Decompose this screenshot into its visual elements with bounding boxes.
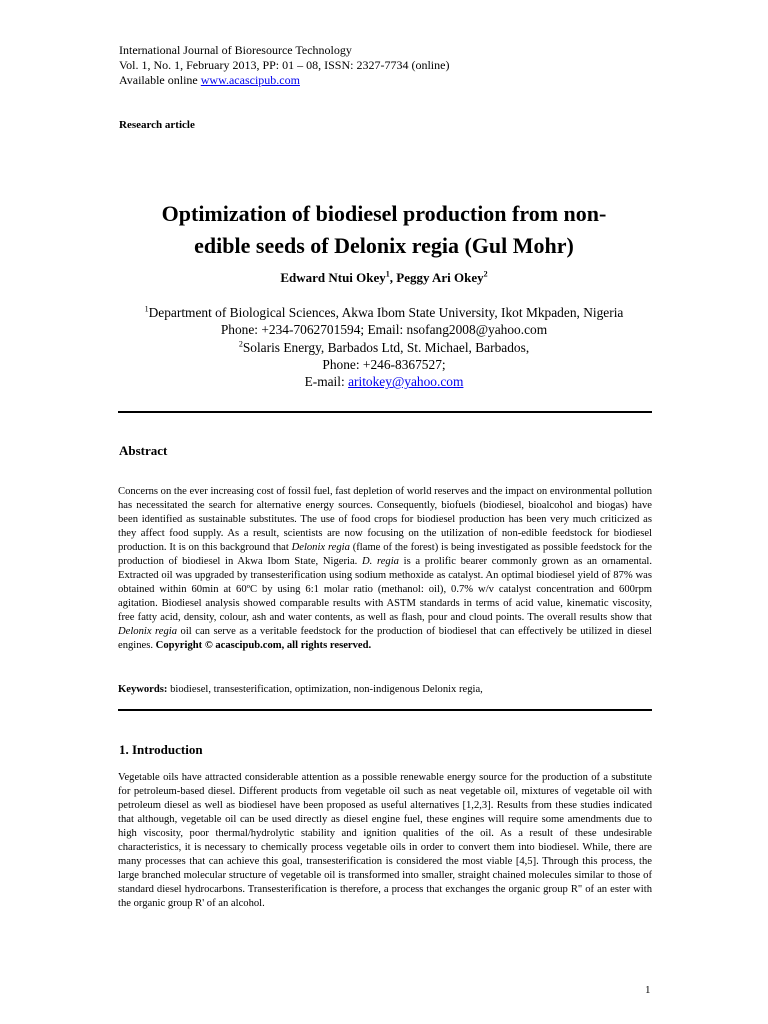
divider [118, 709, 652, 711]
affil-mark: 1 [144, 304, 149, 314]
journal-header [119, 43, 449, 88]
abstract-segment: (flame of the forest) is being investigated as possible feedstock for the production of biodiesel in Akwa Ibom State, Nigeria. [118, 542, 652, 567]
affiliation-email [0, 373, 768, 390]
journal-name: International Journal of Bioresource Technology [119, 43, 352, 57]
abstract-text [118, 485, 652, 653]
paper-title [100, 198, 668, 262]
affil-text: Solaris Energy, Barbados Ltd, St. Michael, Barbados, [242, 339, 530, 355]
author-affil-mark: 2 [483, 269, 488, 279]
affiliations [0, 304, 768, 390]
journal-issue: Vol. 1, No. 1, February 2013, PP: 01 – 08, ISSN: 2327-7734 (online) [119, 58, 450, 72]
copyright-notice: Copyright © acascipub.com, all rights reserved. [155, 640, 372, 651]
author-affil-mark: 1 [385, 269, 390, 279]
author-name: Edward Ntui Okey [280, 270, 386, 285]
species-name: Delonix regia [118, 626, 178, 637]
keywords-text: biodiesel, transesterification, optimization, non-indigenous Delonix regia, [167, 684, 483, 695]
section-heading: 1. Introduction [119, 742, 203, 757]
author-separator: , [389, 270, 397, 285]
affiliation-phone: Phone: +246-8367527; [322, 356, 446, 372]
abstract-heading: Abstract [119, 443, 168, 458]
keywords [118, 684, 483, 695]
abstract-segment: is a prolific bearer commonly grown as an ornamental. Extracted oil was upgraded by transesterification using sodium methoxide as catalyst. An optimal biodiesel yield of 87% was obtained within 60min at 60ºC by using 6:1 molar ratio (methanol: oil), 0.7% w/v catalyst concentration and 600rpm agitation. Biodiesel analysis showed comparable results with ASTM standards in terms of acid value, kinematic viscosity, free fatty acid, density, colour, ash and water contents, as well as flash, pour and cloud points. The overall results show that [118, 556, 653, 623]
title-line-2: edible seeds of Delonix regia (Gul Mohr) [194, 233, 574, 258]
affiliation-line [0, 339, 768, 356]
author-name: Peggy Ari Okey [396, 270, 484, 285]
keywords-label: Keywords: [118, 684, 168, 695]
affiliation-line [0, 304, 768, 321]
divider [118, 411, 652, 413]
author-list [0, 270, 768, 286]
journal-url-link[interactable]: www.acascipub.com [200, 73, 300, 87]
abstract-segment: Concerns on the ever increasing cost of fossil fuel, fast depletion of world reserves and the impact on environmental pollution has necessitated the search for alternative energy sources. Consequently, biofuels (biodiesel, bioalcohol and biogas) have been identified as sustainable substitutes. The use of food crops for biodiesel production has been very much criticized as they affect food supply. As a result, scientists are now focusing on the utilization of non-edible feedstock for biodiesel production. It is on this background that [118, 486, 652, 553]
affiliation-contact: Phone: +234-7062701594; Email: nsofang2008@yahoo.com [220, 322, 548, 338]
species-name: D. regia [362, 556, 399, 567]
page-number: 1 [645, 984, 651, 996]
available-prefix: Available online [119, 73, 201, 87]
species-name: Delonix regia [291, 542, 350, 553]
abstract-segment: oil can serve as a veritable feedstock for the production of biodiesel that can effectively be utilized in diesel engines. [118, 626, 652, 651]
email-prefix: E-mail: [304, 374, 349, 390]
availability-line [119, 73, 449, 88]
title-line-1: Optimization of biodiesel production from non- [161, 201, 607, 226]
intro-paragraph: Vegetable oils have attracted considerable attention as a possible renewable energy source for the production of a substitute for petroleum-based diesel. Different products from vegetable oil such as neat vegetable oil, mixtures of vegetable oil with petroleum diesel as well as biodiesel have been proposed as useful alternatives [1,2,3]. Results from these studies indicated that although, vegetable oil can be used directly as diesel engine fuel, these engines will require some amendments due to high viscosity, poor thermal/hydrolytic stability and ignition qualities of the oil. As a result of these undesirable characteristics, it is necessary to chemically process vegetable oils in order to convert them into biodiesel. While, there are many processes that can achieve this goal, transesterification is considered the most viable [4,5]. Through this process, the large branched molecular structure of vegetable oil is transformed into smaller, straight chained molecules similar to those of standard diesel hydrocarbons. Transesterification is therefore, a process that exchanges the organic group R" of an ester with the organic group R' of an alcohol. [118, 772, 652, 909]
affil-mark: 2 [238, 339, 243, 349]
affil-text: Department of Biological Sciences, Akwa Ibom State University, Ikot Mkpaden, Nigeria [148, 305, 624, 320]
article-type: Research article [119, 119, 195, 131]
email-link[interactable]: aritokey@yahoo.com [348, 374, 464, 390]
